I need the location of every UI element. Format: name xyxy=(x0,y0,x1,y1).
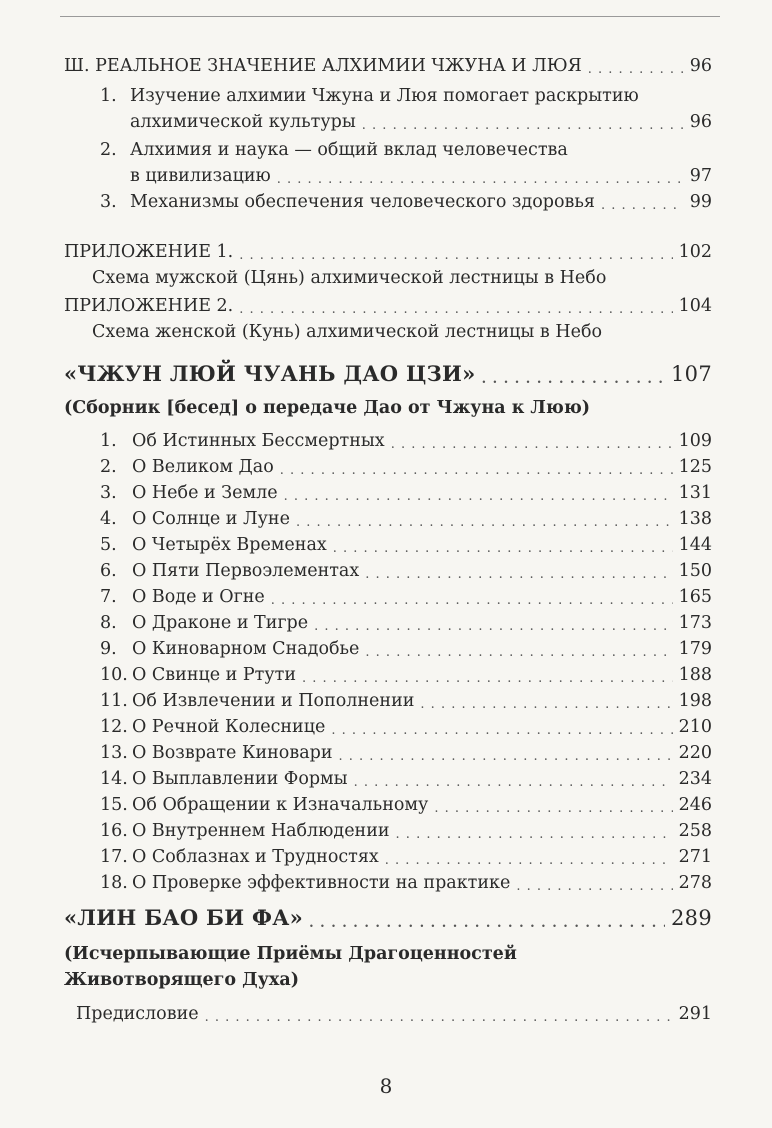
dot-leader xyxy=(205,1008,673,1022)
page-ref: 107 xyxy=(671,362,712,386)
dot-leader xyxy=(588,60,684,74)
chapter-number: 5. xyxy=(100,535,117,555)
chapter-number: 6. xyxy=(100,561,117,581)
toc-entry-appendix2[interactable] xyxy=(64,290,712,316)
chapter-title: О Внутреннем Наблюдении xyxy=(132,821,390,841)
chapter-row[interactable] xyxy=(100,659,712,685)
preface-title: Предисловие xyxy=(76,1004,199,1024)
chapter-row[interactable] xyxy=(100,503,712,529)
chapter-number: 10. xyxy=(100,665,128,685)
chapter-title: О Пяти Первоэлементах xyxy=(132,561,360,581)
chapter-title: О Речной Колеснице xyxy=(132,717,326,737)
toc-entry-book1[interactable] xyxy=(64,360,712,386)
toc-entry-appendix1[interactable] xyxy=(64,236,712,262)
chapter-number: 12. xyxy=(100,717,128,737)
page-ref: 102 xyxy=(678,242,712,262)
chapter-row[interactable] xyxy=(100,425,712,451)
page-ref: 234 xyxy=(678,769,712,789)
page-ref: 291 xyxy=(678,1004,712,1024)
chapter-row[interactable] xyxy=(100,763,712,789)
page-ref: 150 xyxy=(678,561,712,581)
item-title-cont: в цивилизацию xyxy=(130,166,271,186)
dot-leader xyxy=(271,591,673,605)
chapter-number: 7. xyxy=(100,587,117,607)
dot-leader xyxy=(331,721,672,735)
page-ref: 144 xyxy=(678,535,712,555)
appendix1-description xyxy=(92,262,692,288)
chapter-title: О Соблазнах и Трудностях xyxy=(132,847,379,867)
toc-entry-s3-item3[interactable] xyxy=(100,186,712,212)
toc-entry-s3-item1-line1[interactable] xyxy=(100,80,660,106)
chapter-number: 15. xyxy=(100,795,128,815)
chapter-title: О Небе и Земле xyxy=(132,483,278,503)
toc-entry-s3-item2-line2[interactable] xyxy=(130,160,712,186)
page-number: 8 xyxy=(379,1074,393,1098)
toc-entry-book2[interactable] xyxy=(64,904,712,930)
dot-leader xyxy=(333,539,673,553)
chapter-number: 18. xyxy=(100,873,128,893)
chapter-title: О Проверке эффективности на практике xyxy=(132,873,511,893)
toc-entry-s3-item1-line2[interactable] xyxy=(130,106,712,132)
toc-entry-section3[interactable] xyxy=(64,50,712,76)
chapter-title: О Четырёх Временах xyxy=(132,535,327,555)
page-ref: 138 xyxy=(678,509,712,529)
page-ref: 179 xyxy=(678,639,712,659)
book1-title: «ЧЖУН ЛЮЙ ЧУАНЬ ДАО ЦЗИ» xyxy=(64,361,476,386)
dot-leader xyxy=(482,370,665,384)
chapter-number: 9. xyxy=(100,639,117,659)
book1-subtitle xyxy=(64,392,712,418)
dot-leader xyxy=(365,565,672,579)
item-number: 2. xyxy=(100,140,117,160)
page-ref: 198 xyxy=(678,691,712,711)
dot-leader xyxy=(362,116,684,130)
chapter-row[interactable] xyxy=(100,477,712,503)
chapter-number: 11. xyxy=(100,691,128,711)
dot-leader xyxy=(239,246,672,260)
page-ref: 289 xyxy=(671,906,712,930)
toc-entry-s3-item2-line1[interactable] xyxy=(100,134,660,160)
chapter-number: 2. xyxy=(100,457,117,477)
page-ref: 258 xyxy=(678,821,712,841)
dot-leader xyxy=(309,914,665,928)
chapter-title: О Великом Дао xyxy=(132,457,274,477)
page-ref: 125 xyxy=(678,457,712,477)
chapter-title: О Драконе и Тигре xyxy=(132,613,309,633)
dot-leader xyxy=(280,461,673,475)
page-ref: 220 xyxy=(678,743,712,763)
chapter-number: 1. xyxy=(100,431,117,451)
chapter-number: 17. xyxy=(100,847,128,867)
page-ref: 173 xyxy=(678,613,712,633)
chapter-row[interactable] xyxy=(100,737,712,763)
chapter-row[interactable] xyxy=(100,581,712,607)
page-ref: 96 xyxy=(689,112,712,132)
toc-entry-preface[interactable] xyxy=(76,998,712,1024)
item-number: 1. xyxy=(100,86,117,106)
chapter-number: 13. xyxy=(100,743,128,763)
appendix-desc: Схема женской (Кунь) алхимической лестницы в Небо xyxy=(92,322,603,342)
dot-leader xyxy=(354,773,673,787)
chapter-number: 14. xyxy=(100,769,128,789)
chapter-title: Об Извлечении и Пополнении xyxy=(132,691,415,711)
chapter-row[interactable] xyxy=(100,711,712,737)
chapter-row[interactable] xyxy=(100,841,712,867)
chapter-row[interactable] xyxy=(100,789,712,815)
section3-title: Ш. РЕАЛЬНОЕ ЗНАЧЕНИЕ АЛХИМИИ ЧЖУНА И ЛЮЯ xyxy=(64,56,582,76)
page-ref: 278 xyxy=(678,873,712,893)
dot-leader xyxy=(516,877,672,891)
page-ref: 188 xyxy=(678,665,712,685)
page-ref: 99 xyxy=(689,192,712,212)
chapter-title: Об Истинных Бессмертных xyxy=(132,431,385,451)
page-ref: 109 xyxy=(678,431,712,451)
chapter-row[interactable] xyxy=(100,685,712,711)
chapter-title: Об Обращении к Изначальному xyxy=(132,795,429,815)
dot-leader xyxy=(277,170,684,184)
dot-leader xyxy=(396,825,673,839)
appendix-desc: Схема мужской (Цянь) алхимической лестницы в Небо xyxy=(92,268,607,288)
book1-subtitle-text: (Сборник [бесед] о передаче Дао от Чжуна к Люю) xyxy=(64,398,591,418)
chapter-row[interactable] xyxy=(100,633,712,659)
item-number: 3. xyxy=(100,192,117,212)
page-ref: 97 xyxy=(689,166,712,186)
page-ref: 246 xyxy=(678,795,712,815)
chapter-title: О Киноварном Снадобье xyxy=(132,639,360,659)
chapter-title: О Свинце и Ртути xyxy=(132,665,296,685)
chapter-row[interactable] xyxy=(100,815,712,841)
appendix-title: ПРИЛОЖЕНИЕ 2. xyxy=(64,296,234,316)
dot-leader xyxy=(284,487,673,501)
dot-leader xyxy=(391,435,673,449)
dot-leader xyxy=(314,617,672,631)
appendix2-description xyxy=(92,316,692,342)
page-ref: 96 xyxy=(689,56,712,76)
book2-subtitle-text: (Исчерпывающие Приёмы Драгоценностей xyxy=(64,944,517,964)
book2-subtitle-line1 xyxy=(64,938,712,964)
page-ref: 104 xyxy=(678,296,712,316)
dot-leader xyxy=(420,695,672,709)
chapter-row[interactable] xyxy=(100,529,712,555)
chapter-row[interactable] xyxy=(100,607,712,633)
chapter-row[interactable] xyxy=(100,867,712,893)
chapter-number: 4. xyxy=(100,509,117,529)
chapter-row[interactable] xyxy=(100,451,712,477)
page-ref: 210 xyxy=(678,717,712,737)
dot-leader xyxy=(434,799,672,813)
item-title: Алхимия и наука — общий вклад человечества xyxy=(130,140,568,160)
page-ref: 271 xyxy=(678,847,712,867)
book2-title: «ЛИН БАО БИ ФА» xyxy=(64,905,304,930)
chapter-number: 8. xyxy=(100,613,117,633)
dot-leader xyxy=(385,851,673,865)
dot-leader xyxy=(302,669,673,683)
item-title-cont: алхимической культуры xyxy=(130,112,356,132)
book2-subtitle-line2 xyxy=(64,964,712,990)
dot-leader xyxy=(296,513,673,527)
dot-leader xyxy=(601,196,684,210)
book2-subtitle-text: Животворящего Духа) xyxy=(64,970,299,990)
appendix-title: ПРИЛОЖЕНИЕ 1. xyxy=(64,242,234,262)
chapter-title: О Возврате Киновари xyxy=(132,743,333,763)
page-ref: 131 xyxy=(678,483,712,503)
chapter-title: О Солнце и Луне xyxy=(132,509,290,529)
top-rule xyxy=(60,16,720,17)
page-ref: 165 xyxy=(678,587,712,607)
chapter-title: О Выплавлении Формы xyxy=(132,769,348,789)
dot-leader xyxy=(339,747,673,761)
chapter-number: 3. xyxy=(100,483,117,503)
item-title: Механизмы обеспечения человеческого здоровья xyxy=(130,192,595,212)
chapter-row[interactable] xyxy=(100,555,712,581)
chapter-title: О Воде и Огне xyxy=(132,587,265,607)
dot-leader xyxy=(365,643,672,657)
chapter-number: 16. xyxy=(100,821,128,841)
item-title: Изучение алхимии Чжуна и Люя помогает раскрытию xyxy=(130,86,639,106)
dot-leader xyxy=(239,300,672,314)
